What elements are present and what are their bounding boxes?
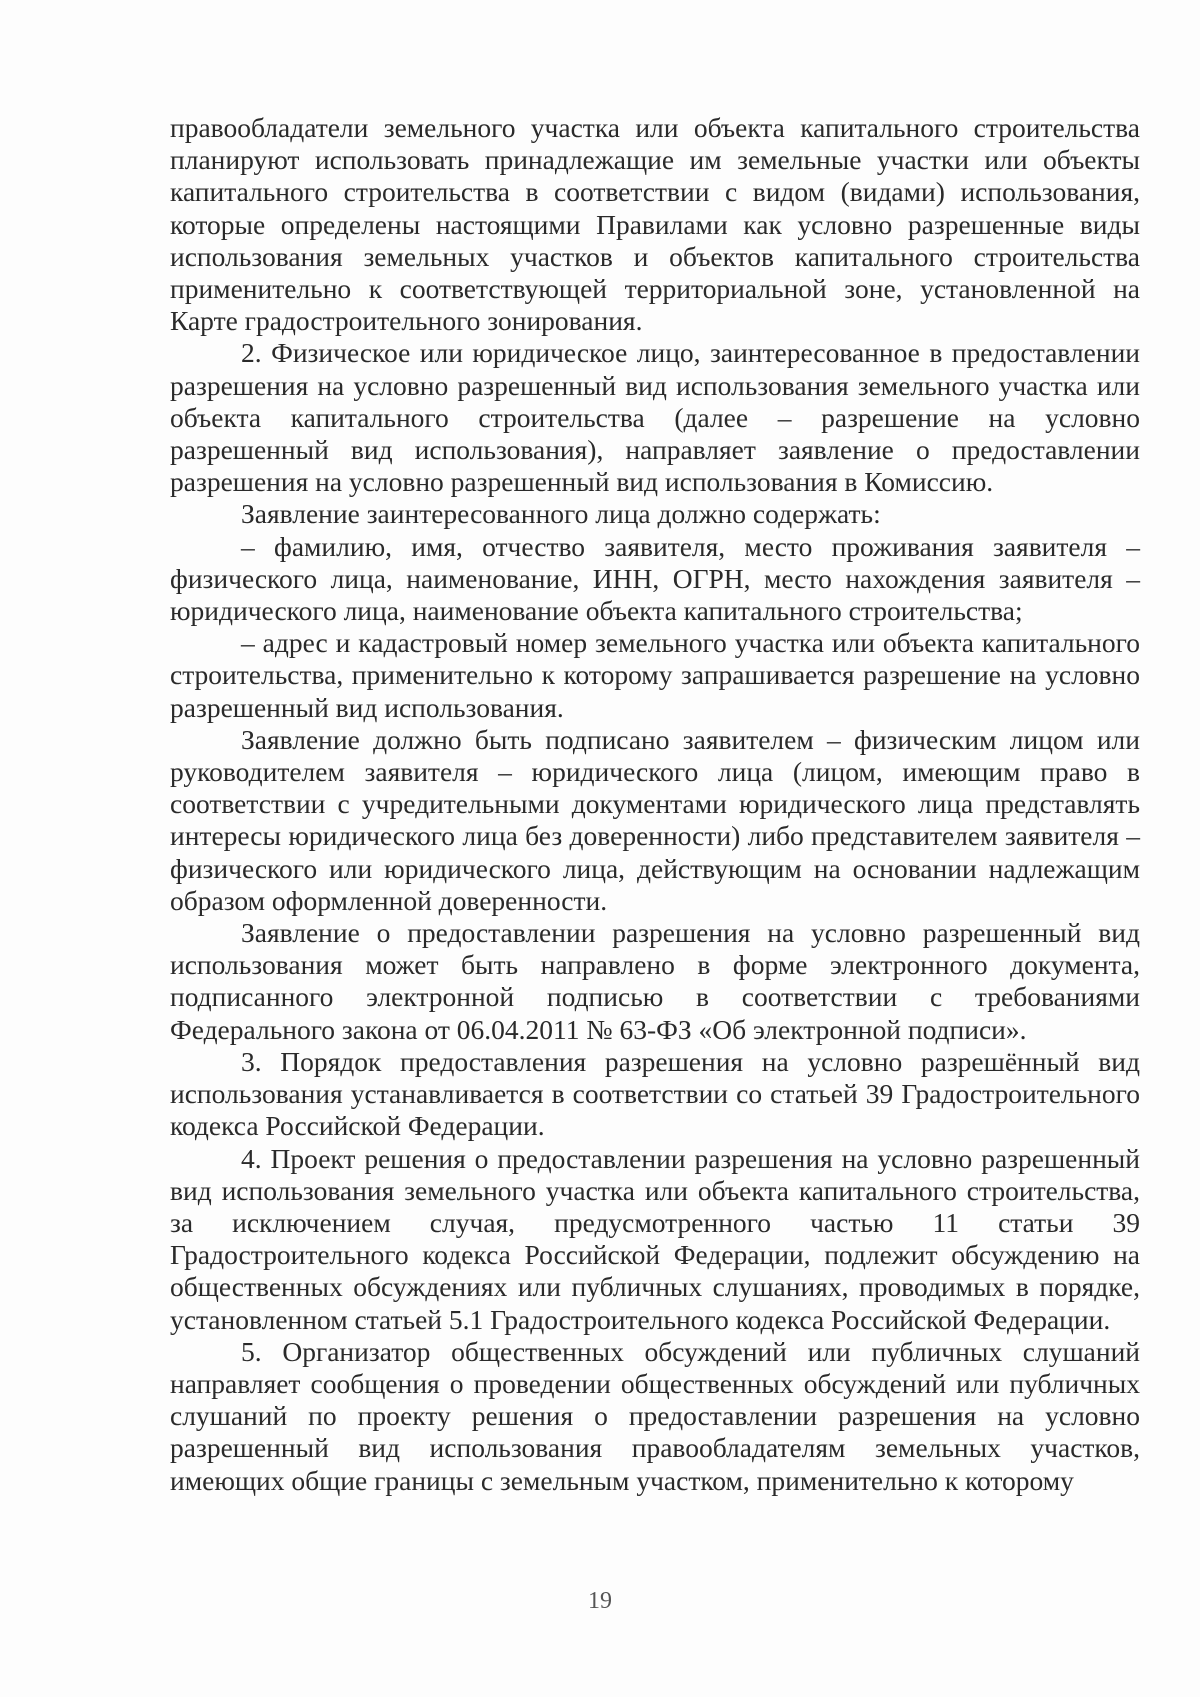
paragraph-2: 2. Физическое или юридическое лицо, заинтересованное в предоставлении разрешения на условно разрешенный вид использования земельного участка или объекта капитального строительства (далее – разрешение на условно разрешенный вид использования), направляет заявление о предоставлении разрешения на условно разрешенный вид использования в Комиссию. [170,337,1140,498]
list-item-2: – адрес и кадастровый номер земельного участка или объекта капитального строительства, применительно к которому запрашивается разрешение на условно разрешенный вид использования. [170,627,1140,723]
list-item-1: – фамилию, имя, отчество заявителя, место проживания заявителя – физического лица, наименование, ИНН, ОГРН, место нахождения заявителя – юридического лица, наименование объекта капитального строительства; [170,530,1140,627]
page-number: 19 [588,1588,612,1614]
paragraph-signature: Заявление должно быть подписано заявителем – физическим лицом или руководителем заявителя – юридического лица (лицом, имеющим право в соответствии с учредительными документами юридического лица представлять интересы юридического лица без доверенности) либо представителем заявителя – физического или юридического лица, действующим на основании надлежащим образом оформленной доверенности. [170,723,1140,916]
paragraph-1: правообладатели земельного участка или объекта капитального строительства планируют использовать принадлежащие им земельные участки или объекты капитального строительства в соответствии с видом (видами) использования, которые определены настоящими Правилами как условно разрешенные виды использования земельных участков и объектов капитального строительства применительно к соответствующей территориальной зоне, установленной на Карте градостроительного зонирования. [170,112,1140,337]
paragraph-4-project: 4. Проект решения о предоставлении разрешения на условно разрешенный вид использования земельного участка или объекта капитального строительства, за исключением случая, предусмотренного частью 11 статьи 39 Градостроительного кодекса Российской Федерации, подлежит обсуждению на общественных обсуждениях или публичных слушаниях, проводимых в порядке, установленном статьей 5.1 Градостроительного кодекса Российской Федерации. [170,1142,1140,1335]
paragraph-3: Заявление заинтересованного лица должно содержать: [241,498,881,530]
document-body [170,112,1140,1497]
paragraph-5-organizer: 5. Организатор общественных обсуждений или публичных слушаний направляет сообщения о проведении общественных обсуждений или публичных слушаний по проекту решения о предоставлении разрешения на условно разрешенный вид использования правообладателям земельных участков, имеющих общие границы с земельным участком, применительно к которому [170,1335,1140,1496]
paragraph-3-procedure: 3. Порядок предоставления разрешения на условно разрешённый вид использования устанавливается в соответствии со статьей 39 Градостроительного кодекса Российской Федерации. [170,1045,1140,1142]
paragraph-electronic: Заявление о предоставлении разрешения на условно разрешенный вид использования может быть направлено в форме электронного документа, подписанного электронной подписью в соответствии с требованиями Федерального закона от 06.04.2011 № 63-ФЗ «Об электронной подписи». [170,917,1140,1045]
